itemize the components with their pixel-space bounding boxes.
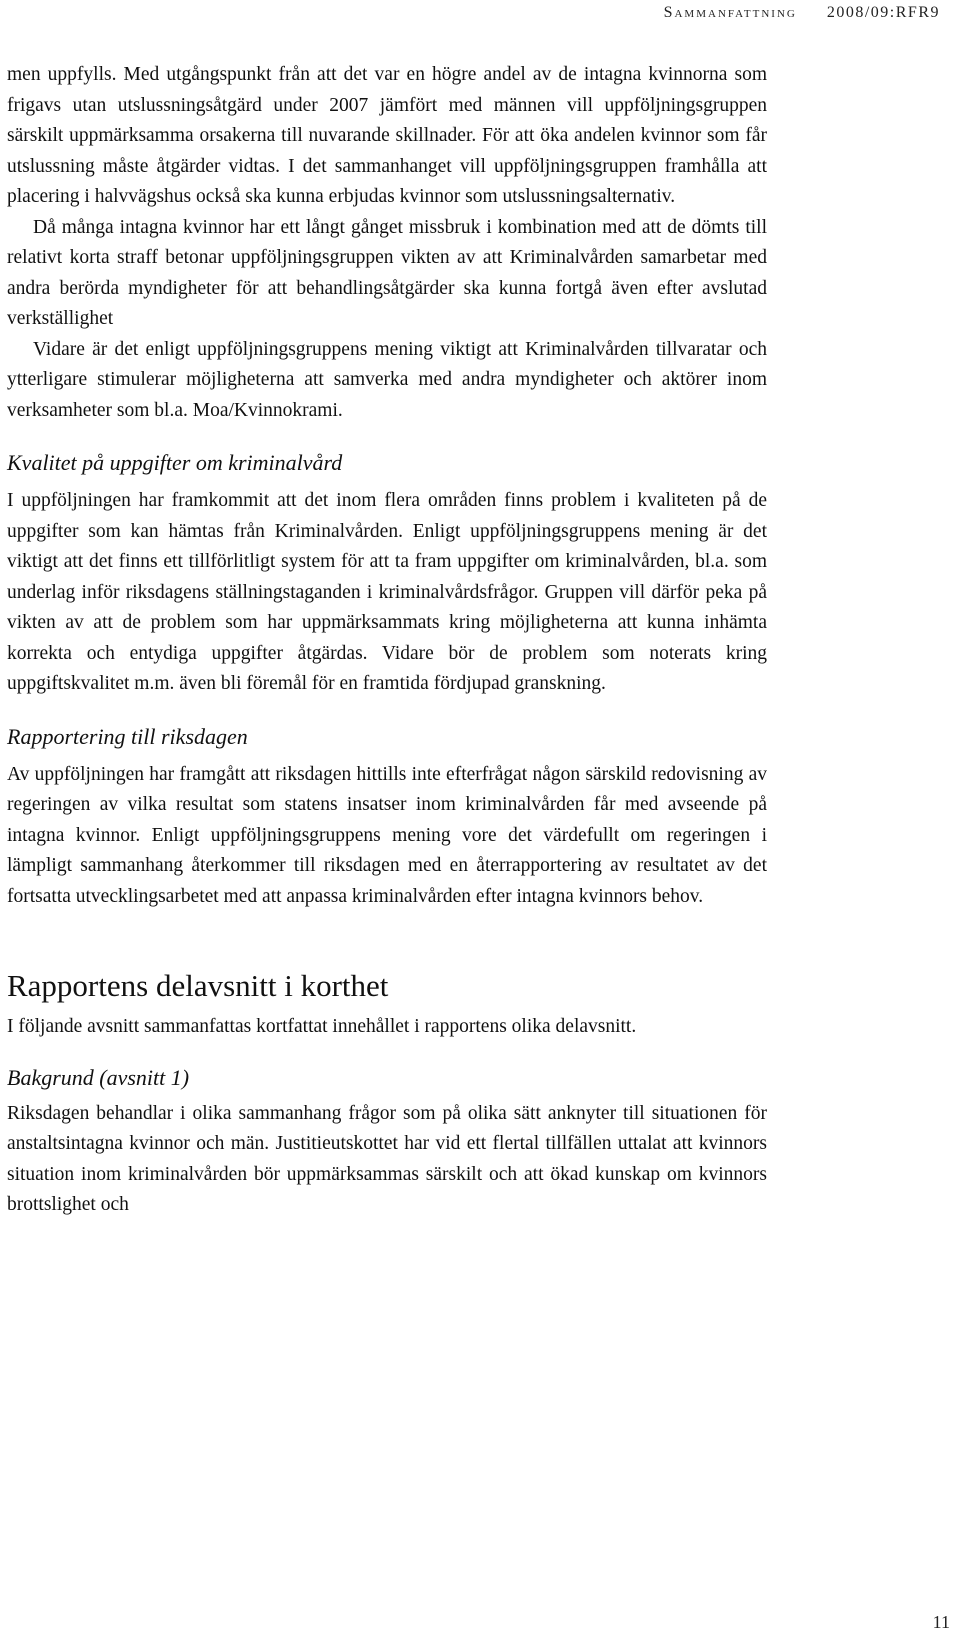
running-header bbox=[664, 4, 940, 22]
header-report-id: 2008/09:RFR9 bbox=[826, 4, 940, 21]
paragraph-utslussning: men uppfylls. Med utgångspunkt från att det var en högre andel av de intagna kvinnorna som frigavs utan utslussningsåtgärd under 2007 jämfört med männen vill uppföljningsgruppen särskilt uppmärksamma orsakerna till nuvarande skillnader. För att öka andelen kvinnor som får utslussning måste åtgärder vidtas. I det sammanhanget vill uppföljningsgruppen framhålla att placering i halvvägshus också ska kunna erbjudas kvinnor som utslussningsalternativ. bbox=[7, 64, 767, 207]
paragraph-missbruk: Då många intagna kvinnor har ett långt gånget missbruk i kombination med att de dömts till relativt korta straff betonar uppföljningsgruppen vikten av att Kriminalvården samarbetar med andra berörda myndigheter för att behandlingsåtgärder ska kunna fortgå även efter avslutad verkställighet bbox=[7, 216, 767, 329]
heading-rapportering: Rapportering till riksdagen bbox=[7, 723, 248, 749]
paragraph-kvalitet: I uppföljningen har framkommit att det inom flera områden finns problem i kvaliteten på de uppgifter som kan hämtas från Kriminalvården. Enligt uppföljningsgruppens mening är det viktigt att det finns ett tillförlitligt system för att ta fram uppgifter om kriminalvården, bl.a. som underlag inför riksdagens ställningstaganden i kriminalvårdsfrågor. Gruppen vill därför peka på vikten av att de problem som har uppmärksammats kring möjligheterna att kunna inhämta korrekta och entydiga uppgifter åtgärdas. Vidare bör de problem som noterats kring uppgiftskvalitet m.m. även bli föremål för en framtida fördjupad granskning. bbox=[7, 490, 767, 694]
heading-delavsnitt: Rapportens delavsnitt i korthet bbox=[7, 968, 389, 1003]
header-section-title: Sammanfattning bbox=[663, 4, 797, 21]
heading-kvalitet: Kvalitet på uppgifter om kriminalvård bbox=[7, 450, 343, 475]
paragraph-delavsnitt: I följande avsnitt sammanfattas kortfattat innehållet i rapportens olika delavsnitt. bbox=[7, 1016, 637, 1037]
paragraph-rapportering: Av uppföljningen har framgått att riksdagen hittills inte efterfrågat någon särskild redovisning av regeringen av vilka resultat som statens insatser inom kriminalvården får med avseende på intagna kvinnor. Enligt uppföljningsgruppens mening vore det värdefullt om regeringen i lämpligt sammanhang återkommer till riksdagen med en återrapportering av resultatet av det fortsatta utvecklingsarbetet med att anpassa kriminalvården efter intagna kvinnors behov. bbox=[7, 763, 767, 907]
paragraph-bakgrund: Riksdagen behandlar i olika sammanhang frågor som på olika sätt anknyter till situationen för anstaltsintagna kvinnor och män. Justitieutskottet har vid ett flertal tillfällen uttalat att kvinnors situation inom kriminalvården bör uppmärksammas särskilt och att ökad kunskap om kvinnors brottslighet och bbox=[7, 1102, 767, 1215]
heading-bakgrund: Bakgrund (avsnitt 1) bbox=[7, 1064, 190, 1090]
paragraph-samverkan: Vidare är det enligt uppföljningsgruppens mening viktigt att Kriminalvården tillvaratar och ytterligare stimulerar möjligheterna att samverka med andra myndigheter och aktörer inom verksamheter som bl.a. Moa/Kvinnokrami. bbox=[7, 338, 767, 421]
page-body bbox=[7, 60, 767, 1221]
page-number: 11 bbox=[932, 1612, 950, 1632]
